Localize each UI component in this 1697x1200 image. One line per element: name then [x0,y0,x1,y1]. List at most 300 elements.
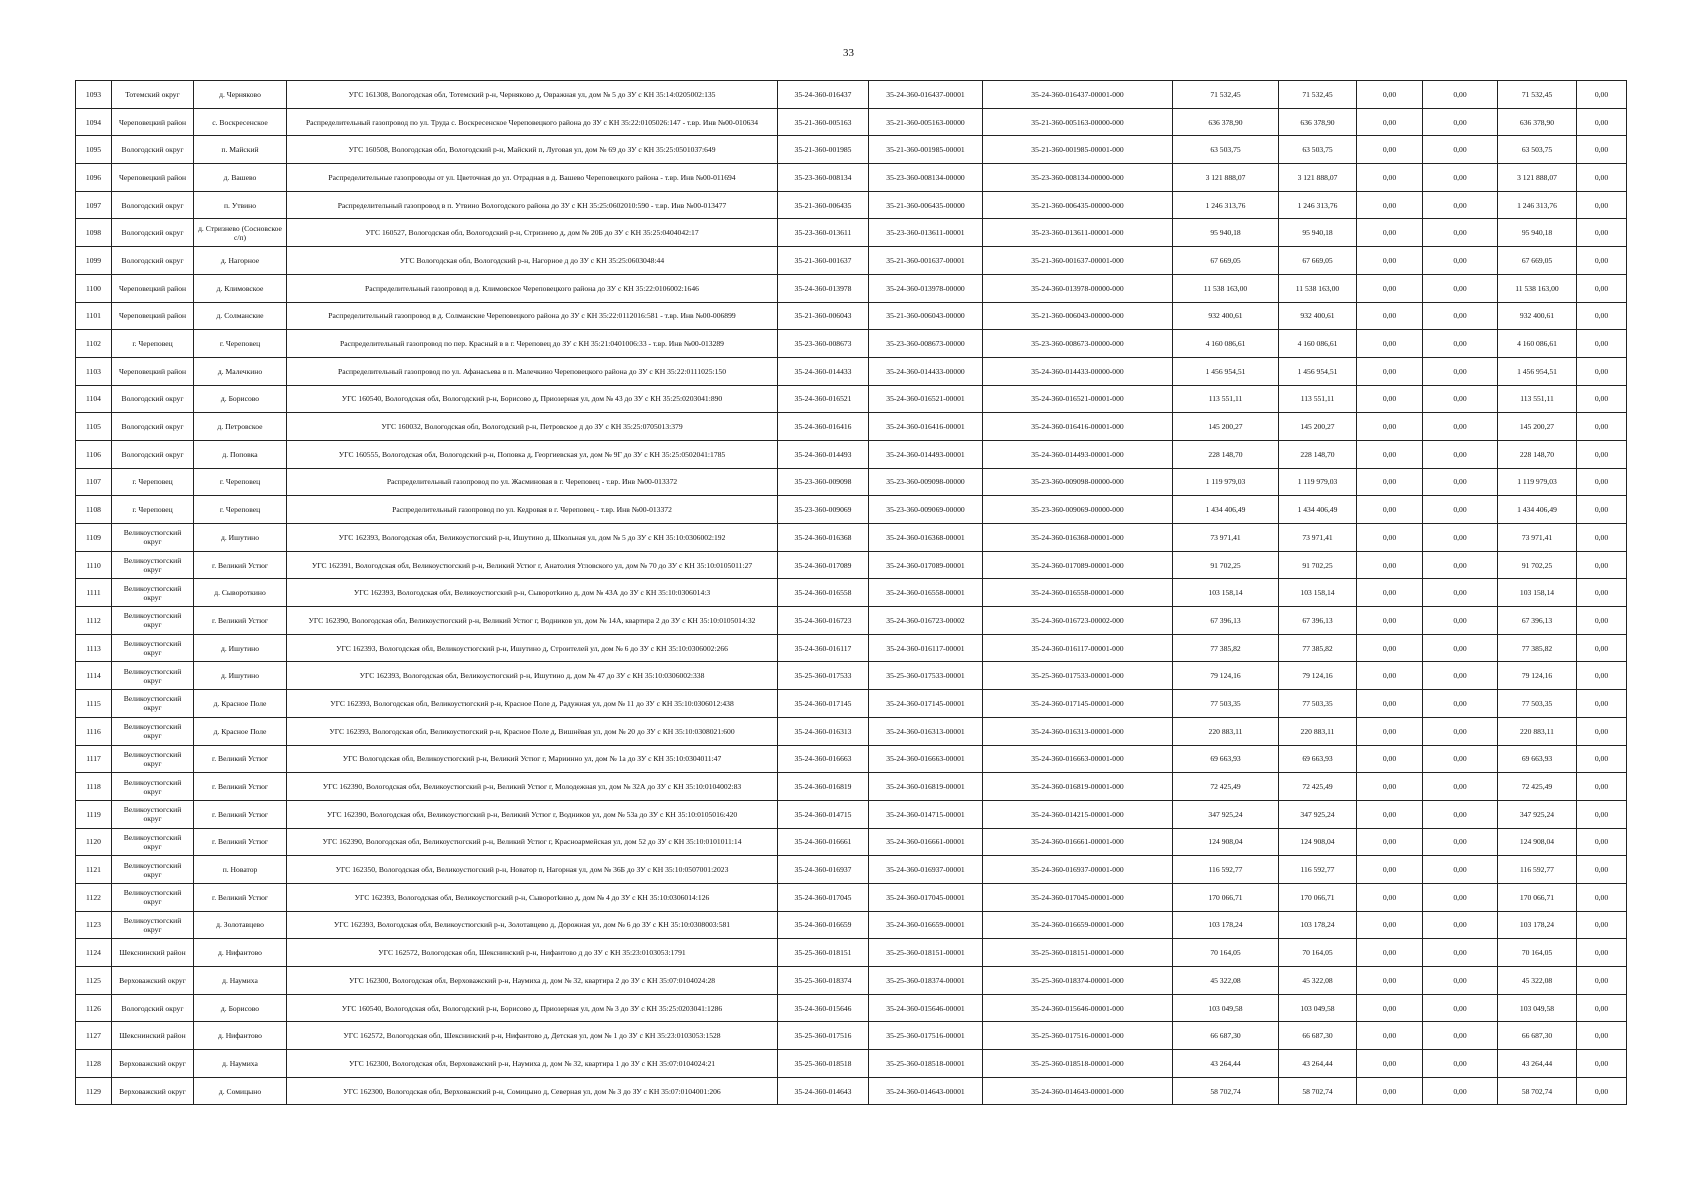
cell-residual-value: 67 396,13 [1498,607,1577,635]
cell-full-code: 35-25-360-018151-00001-000 [983,939,1173,967]
cell-other-value: 0,00 [1577,524,1627,552]
cell-other-value: 0,00 [1577,385,1627,413]
table-row [76,607,1627,635]
cell-inventory-code: 35-24-360-016117 [778,634,869,662]
cell-object-description: УГС 162393, Вологодская обл, Великоустюгский р-н, Ишутино д, дом № 47 до ЗУ с КН 35:10:0306002:338 [287,662,778,690]
cell-residual-value: 69 663,93 [1498,745,1577,773]
cell-amortization: 0,00 [1423,717,1498,745]
table-row [76,164,1627,192]
cell-object-code: 35-25-360-018151-00001 [869,939,983,967]
cell-object-code: 35-24-360-016663-00001 [869,745,983,773]
cell-residual-value: 1 246 313,76 [1498,191,1577,219]
cell-amortization: 0,00 [1423,468,1498,496]
cell-depreciation: 0,00 [1357,496,1423,524]
cell-district: Великоустюгский округ [112,717,194,745]
cell-full-code: 35-25-360-017533-00001-000 [983,662,1173,690]
cell-residual-value: 95 940,18 [1498,219,1577,247]
cell-settlement: г. Череповец [194,330,287,358]
cell-amortization: 0,00 [1423,164,1498,192]
cell-residual-value: 1 434 406,49 [1498,496,1577,524]
table-row [76,524,1627,552]
cell-settlement: д. Ишутино [194,524,287,552]
cell-residual-value: 79 124,16 [1498,662,1577,690]
cell-other-value: 0,00 [1577,81,1627,109]
cell-full-code: 35-24-360-014643-00001-000 [983,1077,1173,1105]
cell-depreciation: 0,00 [1357,440,1423,468]
cell-object-code: 35-23-360-009069-00000 [869,496,983,524]
cell-initial-cost: 43 264,44 [1173,1050,1279,1078]
cell-amortization: 0,00 [1423,191,1498,219]
cell-initial-cost: 636 378,90 [1173,108,1279,136]
cell-amortization: 0,00 [1423,81,1498,109]
cell-full-code: 35-24-360-015646-00001-000 [983,994,1173,1022]
cell-district: Великоустюгский округ [112,800,194,828]
cell-initial-cost: 79 124,16 [1173,662,1279,690]
cell-settlement: г. Великий Устюг [194,745,287,773]
cell-object-description: УГС 162572, Вологодская обл, Шекснинский р-н, Нифантово д, Детская ул, дом № 1 до ЗУ с КН 35:23:0103053:1528 [287,1022,778,1050]
cell-initial-cost: 932 400,61 [1173,302,1279,330]
cell-settlement: д. Ишутино [194,662,287,690]
cell-residual-value: 103 178,24 [1498,911,1577,939]
cell-full-code: 35-24-360-016313-00001-000 [983,717,1173,745]
cell-amortization: 0,00 [1423,274,1498,302]
cell-row-number: 1098 [76,219,112,247]
cell-book-value: 347 925,24 [1279,800,1357,828]
cell-depreciation: 0,00 [1357,939,1423,967]
cell-row-number: 1117 [76,745,112,773]
cell-book-value: 1 119 979,03 [1279,468,1357,496]
cell-object-code: 35-25-360-018374-00001 [869,967,983,995]
cell-amortization: 0,00 [1423,690,1498,718]
cell-district: Шекснинский район [112,1022,194,1050]
cell-inventory-code: 35-24-360-014433 [778,357,869,385]
cell-district: Верховажский округ [112,967,194,995]
cell-settlement: д. Черняково [194,81,287,109]
cell-depreciation: 0,00 [1357,247,1423,275]
cell-full-code: 35-24-360-016937-00001-000 [983,856,1173,884]
cell-settlement: д. Стризнево (Сосновское с/п) [194,219,287,247]
cell-initial-cost: 116 592,77 [1173,856,1279,884]
cell-object-code: 35-24-360-014433-00000 [869,357,983,385]
cell-inventory-code: 35-23-360-009069 [778,496,869,524]
cell-other-value: 0,00 [1577,1050,1627,1078]
cell-residual-value: 71 532,45 [1498,81,1577,109]
cell-settlement: д. Красное Поле [194,717,287,745]
cell-amortization: 0,00 [1423,247,1498,275]
cell-object-code: 35-24-360-016521-00001 [869,385,983,413]
cell-residual-value: 103 158,14 [1498,579,1577,607]
cell-residual-value: 170 066,71 [1498,883,1577,911]
cell-other-value: 0,00 [1577,662,1627,690]
cell-other-value: 0,00 [1577,219,1627,247]
cell-district: Великоустюгский округ [112,828,194,856]
cell-object-code: 35-24-360-016723-00002 [869,607,983,635]
cell-initial-cost: 95 940,18 [1173,219,1279,247]
cell-inventory-code: 35-24-360-016937 [778,856,869,884]
cell-residual-value: 77 503,35 [1498,690,1577,718]
cell-object-code: 35-25-360-018518-00001 [869,1050,983,1078]
cell-object-description: УГС 162390, Вологодская обл, Великоустюгский р-н, Великий Устюг г, Водников ул, дом № 53а до ЗУ с КН 35:10:0105016:420 [287,800,778,828]
cell-book-value: 79 124,16 [1279,662,1357,690]
cell-initial-cost: 124 908,04 [1173,828,1279,856]
cell-depreciation: 0,00 [1357,274,1423,302]
cell-amortization: 0,00 [1423,136,1498,164]
cell-full-code: 35-24-360-017089-00001-000 [983,551,1173,579]
cell-full-code: 35-24-360-016663-00001-000 [983,745,1173,773]
cell-row-number: 1126 [76,994,112,1022]
cell-object-code: 35-24-360-016659-00001 [869,911,983,939]
cell-book-value: 71 532,45 [1279,81,1357,109]
cell-residual-value: 932 400,61 [1498,302,1577,330]
cell-other-value: 0,00 [1577,302,1627,330]
cell-initial-cost: 347 925,24 [1173,800,1279,828]
cell-amortization: 0,00 [1423,856,1498,884]
cell-depreciation: 0,00 [1357,330,1423,358]
cell-full-code: 35-24-360-014493-00001-000 [983,440,1173,468]
cell-amortization: 0,00 [1423,385,1498,413]
cell-amortization: 0,00 [1423,607,1498,635]
cell-object-code: 35-24-360-017145-00001 [869,690,983,718]
cell-district: Великоустюгский округ [112,883,194,911]
cell-inventory-code: 35-25-360-018518 [778,1050,869,1078]
table-row [76,1022,1627,1050]
cell-depreciation: 0,00 [1357,1022,1423,1050]
table-row [76,81,1627,109]
cell-depreciation: 0,00 [1357,994,1423,1022]
cell-object-code: 35-24-360-013978-00000 [869,274,983,302]
cell-object-code: 35-24-360-016437-00001 [869,81,983,109]
cell-object-description: УГС 160032, Вологодская обл, Вологодский р-н, Петровское д до ЗУ с КН 35:25:0705013:379 [287,413,778,441]
cell-settlement: г. Череповец [194,468,287,496]
cell-depreciation: 0,00 [1357,1050,1423,1078]
cell-inventory-code: 35-25-360-017533 [778,662,869,690]
cell-other-value: 0,00 [1577,690,1627,718]
cell-book-value: 72 425,49 [1279,773,1357,801]
cell-initial-cost: 228 148,70 [1173,440,1279,468]
cell-object-code: 35-24-360-014715-00001 [869,800,983,828]
cell-residual-value: 3 121 888,07 [1498,164,1577,192]
cell-full-code: 35-24-360-016521-00001-000 [983,385,1173,413]
cell-settlement: г. Череповец [194,496,287,524]
table-row [76,247,1627,275]
cell-settlement: д. Золотавцево [194,911,287,939]
cell-row-number: 1125 [76,967,112,995]
cell-settlement: д. Поповка [194,440,287,468]
cell-row-number: 1097 [76,191,112,219]
cell-other-value: 0,00 [1577,717,1627,745]
cell-settlement: г. Великий Устюг [194,607,287,635]
cell-amortization: 0,00 [1423,330,1498,358]
cell-initial-cost: 63 503,75 [1173,136,1279,164]
cell-book-value: 103 158,14 [1279,579,1357,607]
cell-district: Верховажский округ [112,1050,194,1078]
cell-depreciation: 0,00 [1357,1077,1423,1105]
cell-inventory-code: 35-24-360-016368 [778,524,869,552]
cell-inventory-code: 35-21-360-005163 [778,108,869,136]
cell-object-code: 35-23-360-013611-00001 [869,219,983,247]
cell-initial-cost: 91 702,25 [1173,551,1279,579]
cell-row-number: 1113 [76,634,112,662]
cell-object-code: 35-24-360-015646-00001 [869,994,983,1022]
cell-amortization: 0,00 [1423,496,1498,524]
cell-other-value: 0,00 [1577,856,1627,884]
cell-full-code: 35-24-360-016661-00001-000 [983,828,1173,856]
cell-object-description: УГС 162393, Вологодская обл, Великоустюгский р-н, Сыворотkино д, дом № 43А до ЗУ с КН 35:10:0306014:3 [287,579,778,607]
cell-row-number: 1127 [76,1022,112,1050]
cell-district: Вологодский округ [112,385,194,413]
cell-book-value: 43 264,44 [1279,1050,1357,1078]
cell-book-value: 73 971,41 [1279,524,1357,552]
cell-district: Великоустюгский округ [112,856,194,884]
cell-inventory-code: 35-24-360-013978 [778,274,869,302]
cell-full-code: 35-24-360-016437-00001-000 [983,81,1173,109]
cell-district: г. Череповец [112,468,194,496]
cell-object-code: 35-24-360-017045-00001 [869,883,983,911]
table-row [76,717,1627,745]
cell-row-number: 1123 [76,911,112,939]
cell-row-number: 1106 [76,440,112,468]
cell-object-description: УГС 162393, Вологодская обл, Великоустюгский р-н, Сыворотkино д, дом № 4 до ЗУ с КН 35:10:0306014:126 [287,883,778,911]
cell-depreciation: 0,00 [1357,662,1423,690]
cell-object-code: 35-24-360-016313-00001 [869,717,983,745]
cell-amortization: 0,00 [1423,357,1498,385]
cell-residual-value: 70 164,05 [1498,939,1577,967]
cell-depreciation: 0,00 [1357,468,1423,496]
cell-other-value: 0,00 [1577,247,1627,275]
cell-residual-value: 103 049,58 [1498,994,1577,1022]
cell-full-code: 35-24-360-016416-00001-000 [983,413,1173,441]
cell-other-value: 0,00 [1577,468,1627,496]
cell-book-value: 1 246 313,76 [1279,191,1357,219]
cell-book-value: 11 538 163,00 [1279,274,1357,302]
cell-district: Верховажский округ [112,1077,194,1105]
cell-object-code: 35-24-360-016937-00001 [869,856,983,884]
cell-book-value: 67 669,05 [1279,247,1357,275]
cell-amortization: 0,00 [1423,413,1498,441]
cell-book-value: 124 908,04 [1279,828,1357,856]
cell-object-code: 35-23-360-008134-00000 [869,164,983,192]
cell-row-number: 1121 [76,856,112,884]
cell-district: Великоустюгский округ [112,662,194,690]
cell-initial-cost: 145 200,27 [1173,413,1279,441]
cell-book-value: 91 702,25 [1279,551,1357,579]
cell-object-code: 35-24-360-016558-00001 [869,579,983,607]
cell-depreciation: 0,00 [1357,883,1423,911]
cell-row-number: 1112 [76,607,112,635]
cell-amortization: 0,00 [1423,800,1498,828]
cell-depreciation: 0,00 [1357,911,1423,939]
cell-object-description: УГС 162572, Вологодская обл, Шекснинский р-н, Нифантово д до ЗУ с КН 35:23:0103053:1791 [287,939,778,967]
cell-other-value: 0,00 [1577,634,1627,662]
cell-book-value: 636 378,90 [1279,108,1357,136]
cell-depreciation: 0,00 [1357,136,1423,164]
cell-full-code: 35-21-360-005163-00000-000 [983,108,1173,136]
cell-object-code: 35-23-360-009098-00000 [869,468,983,496]
cell-row-number: 1096 [76,164,112,192]
cell-row-number: 1124 [76,939,112,967]
cell-full-code: 35-24-360-017045-00001-000 [983,883,1173,911]
cell-inventory-code: 35-24-360-015646 [778,994,869,1022]
cell-other-value: 0,00 [1577,551,1627,579]
cell-inventory-code: 35-23-360-008134 [778,164,869,192]
cell-inventory-code: 35-21-360-001637 [778,247,869,275]
cell-initial-cost: 103 049,58 [1173,994,1279,1022]
table-row [76,496,1627,524]
cell-object-description: УГС 162300, Вологодская обл, Верховажский р-н, Сомицыно д, Северная ул, дом № 3 до ЗУ с КН 35:07:0104001:206 [287,1077,778,1105]
cell-full-code: 35-23-360-008673-00000-000 [983,330,1173,358]
cell-amortization: 0,00 [1423,108,1498,136]
cell-residual-value: 124 908,04 [1498,828,1577,856]
cell-object-code: 35-25-360-017516-00001 [869,1022,983,1050]
cell-settlement: г. Великий Устюг [194,828,287,856]
cell-other-value: 0,00 [1577,496,1627,524]
cell-object-description: УГС 162393, Вологодская обл, Великоустюгский р-н, Красное Поле д, Радужная ул, дом № 11 до ЗУ с КН 35:10:0306012:438 [287,690,778,718]
cell-full-code: 35-24-360-014433-00000-000 [983,357,1173,385]
cell-row-number: 1110 [76,551,112,579]
cell-other-value: 0,00 [1577,108,1627,136]
cell-other-value: 0,00 [1577,828,1627,856]
cell-residual-value: 220 883,11 [1498,717,1577,745]
cell-residual-value: 145 200,27 [1498,413,1577,441]
cell-amortization: 0,00 [1423,219,1498,247]
cell-depreciation: 0,00 [1357,385,1423,413]
cell-depreciation: 0,00 [1357,967,1423,995]
cell-object-description: Распределительный газопровод по пер. Красный в в г. Череповец до ЗУ с КН 35:21:0401006:33 - т.вр. Инв №00-013289 [287,330,778,358]
cell-settlement: д. Малечкино [194,357,287,385]
cell-settlement: д. Сывороткино [194,579,287,607]
cell-residual-value: 1 119 979,03 [1498,468,1577,496]
cell-initial-cost: 1 246 313,76 [1173,191,1279,219]
cell-residual-value: 113 551,11 [1498,385,1577,413]
cell-row-number: 1119 [76,800,112,828]
cell-amortization: 0,00 [1423,939,1498,967]
cell-object-description: Распределительный газопровод в п. Утвино Вологодского района до ЗУ с КН 35:25:0602010:590 - т.вр. Инв №00-013477 [287,191,778,219]
page-number: 33 [843,47,854,59]
cell-object-code: 35-21-360-005163-00000 [869,108,983,136]
cell-settlement: г. Великий Устюг [194,883,287,911]
cell-amortization: 0,00 [1423,524,1498,552]
cell-row-number: 1105 [76,413,112,441]
cell-object-description: УГС 160540, Вологодская обл, Вологодский р-н, Борисово д, Приозерная ул, дом № 3 до ЗУ с КН 35:25:0203041:1286 [287,994,778,1022]
cell-book-value: 170 066,71 [1279,883,1357,911]
cell-settlement: с. Воскресенское [194,108,287,136]
cell-object-description: УГС 160540, Вологодская обл, Вологодский р-н, Борисово д, Приозерная ул, дом № 43 до ЗУ с КН 35:25:0203041:890 [287,385,778,413]
cell-book-value: 45 322,08 [1279,967,1357,995]
cell-district: Великоустюгский округ [112,634,194,662]
cell-row-number: 1108 [76,496,112,524]
cell-book-value: 228 148,70 [1279,440,1357,468]
cell-book-value: 69 663,93 [1279,745,1357,773]
cell-row-number: 1116 [76,717,112,745]
cell-object-description: Распределительный газопровод в д. Климовское Череповецкого района до ЗУ с КН 35:22:0106002:1646 [287,274,778,302]
cell-object-code: 35-21-360-006435-00000 [869,191,983,219]
cell-other-value: 0,00 [1577,607,1627,635]
table-row [76,856,1627,884]
cell-book-value: 58 702,74 [1279,1077,1357,1105]
cell-amortization: 0,00 [1423,967,1498,995]
cell-settlement: д. Ишутино [194,634,287,662]
cell-depreciation: 0,00 [1357,745,1423,773]
cell-settlement: д. Красное Поле [194,690,287,718]
cell-full-code: 35-25-360-018374-00001-000 [983,967,1173,995]
cell-initial-cost: 70 164,05 [1173,939,1279,967]
table-row [76,994,1627,1022]
cell-settlement: д. Борисово [194,994,287,1022]
table-row [76,191,1627,219]
cell-residual-value: 43 264,44 [1498,1050,1577,1078]
cell-initial-cost: 3 121 888,07 [1173,164,1279,192]
cell-residual-value: 58 702,74 [1498,1077,1577,1105]
cell-amortization: 0,00 [1423,1077,1498,1105]
cell-full-code: 35-24-360-016819-00001-000 [983,773,1173,801]
cell-depreciation: 0,00 [1357,856,1423,884]
cell-full-code: 35-21-360-001985-00001-000 [983,136,1173,164]
table-row [76,551,1627,579]
cell-row-number: 1114 [76,662,112,690]
cell-amortization: 0,00 [1423,773,1498,801]
cell-object-description: УГС 162350, Вологодская обл, Великоустюгский р-н, Новатор п, Нагорная ул, дом № 36Б до ЗУ с КН 35:10:0507001:2023 [287,856,778,884]
cell-book-value: 4 160 086,61 [1279,330,1357,358]
cell-district: Вологодский округ [112,247,194,275]
cell-initial-cost: 69 663,93 [1173,745,1279,773]
cell-inventory-code: 35-24-360-014643 [778,1077,869,1105]
table-row [76,274,1627,302]
cell-inventory-code: 35-21-360-006043 [778,302,869,330]
cell-full-code: 35-25-360-017516-00001-000 [983,1022,1173,1050]
cell-book-value: 95 940,18 [1279,219,1357,247]
cell-amortization: 0,00 [1423,1050,1498,1078]
cell-book-value: 3 121 888,07 [1279,164,1357,192]
cell-inventory-code: 35-23-360-008673 [778,330,869,358]
cell-other-value: 0,00 [1577,579,1627,607]
cell-district: Череповецкий район [112,164,194,192]
cell-depreciation: 0,00 [1357,302,1423,330]
cell-residual-value: 11 538 163,00 [1498,274,1577,302]
cell-book-value: 66 687,30 [1279,1022,1357,1050]
cell-row-number: 1100 [76,274,112,302]
cell-inventory-code: 35-24-360-016313 [778,717,869,745]
cell-row-number: 1128 [76,1050,112,1078]
cell-object-code: 35-24-360-016117-00001 [869,634,983,662]
cell-initial-cost: 67 396,13 [1173,607,1279,635]
cell-object-description: УГС 162390, Вологодская обл, Великоустюгский р-н, Великий Устюг г, Водников ул, дом № 14А, квартира 2 до ЗУ с КН 35:10:0105014:32 [287,607,778,635]
cell-book-value: 116 592,77 [1279,856,1357,884]
cell-row-number: 1115 [76,690,112,718]
cell-residual-value: 73 971,41 [1498,524,1577,552]
cell-settlement: д. Нифантово [194,1022,287,1050]
cell-residual-value: 347 925,24 [1498,800,1577,828]
cell-object-description: УГС Вологодская обл, Великоустюгский р-н, Великий Устюг г, Мариинно ул, дом № 1а до ЗУ с КН 35:10:0304011:47 [287,745,778,773]
cell-initial-cost: 103 178,24 [1173,911,1279,939]
cell-amortization: 0,00 [1423,579,1498,607]
cell-district: Шекснинский район [112,939,194,967]
cell-full-code: 35-24-360-014215-00001-000 [983,800,1173,828]
cell-object-description: УГС 161308, Вологодская обл, Тотемский р-н, Черняково д, Овражная ул, дом № 5 до ЗУ с КН 35:14:0205002:135 [287,81,778,109]
cell-depreciation: 0,00 [1357,828,1423,856]
cell-row-number: 1099 [76,247,112,275]
cell-full-code: 35-21-360-001637-00001-000 [983,247,1173,275]
cell-depreciation: 0,00 [1357,191,1423,219]
cell-book-value: 77 503,35 [1279,690,1357,718]
cell-full-code: 35-24-360-016723-00002-000 [983,607,1173,635]
cell-inventory-code: 35-24-360-014493 [778,440,869,468]
table-body [76,81,1627,1105]
cell-district: Череповецкий район [112,357,194,385]
cell-initial-cost: 220 883,11 [1173,717,1279,745]
cell-object-description: УГС 160555, Вологодская обл, Вологодский р-н, Поповка д, Георгиевская ул, дом № 9Г до ЗУ с КН 35:25:0502041:1785 [287,440,778,468]
cell-settlement: д. Наумиха [194,967,287,995]
cell-row-number: 1104 [76,385,112,413]
